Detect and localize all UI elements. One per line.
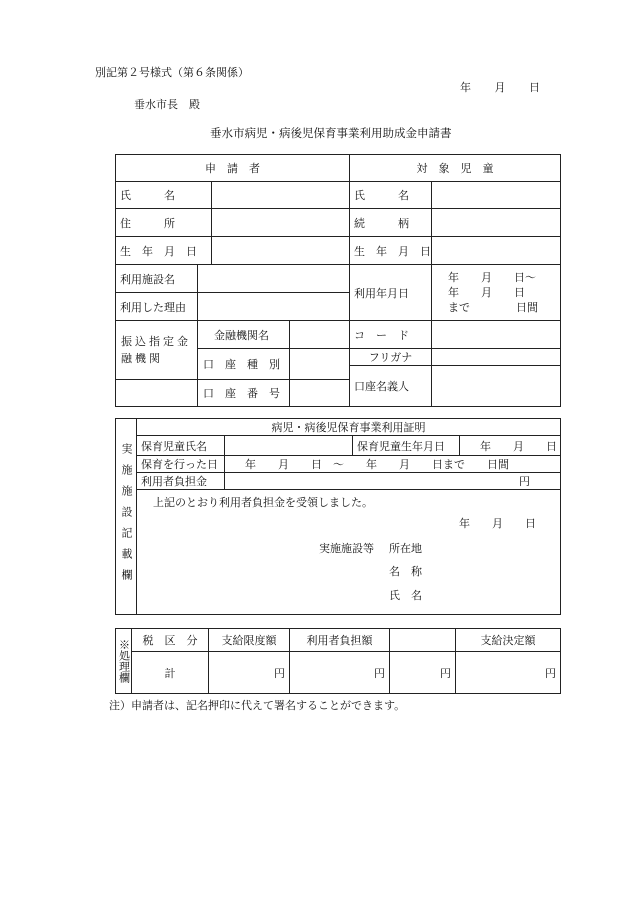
bank-label: 振込指定金融機関 xyxy=(116,321,198,380)
applicant-header: 申 請 者 xyxy=(116,155,350,182)
relation-label: 続 柄 xyxy=(350,209,432,237)
child-birth-label: 生 年 月 日 xyxy=(350,237,432,265)
document-title: 垂水市病児・病後児保育事業利用助成金申請書 xyxy=(210,126,452,140)
applicant-address-field[interactable] xyxy=(212,209,350,237)
facility-label: 利用施設名 xyxy=(116,265,198,293)
burden-field[interactable]: 円 xyxy=(225,473,561,490)
receipt-statement xyxy=(137,490,561,615)
user-burden-label: 利用者負担額 xyxy=(290,629,390,652)
burden-yen[interactable]: 円 xyxy=(290,652,390,694)
care-date-label: 保育を行った日 xyxy=(137,456,225,473)
application-date xyxy=(460,79,544,95)
form-number: 別記第２号様式（第６条関係） xyxy=(95,66,249,79)
bank-name-label: 金融機関名 xyxy=(198,321,290,349)
period-days: まで 日間 xyxy=(448,301,538,314)
relation-field[interactable] xyxy=(432,209,561,237)
addressee: 垂水市長 殿 xyxy=(134,98,200,111)
extra-yen[interactable]: 円 xyxy=(390,652,456,694)
limit-yen[interactable]: 円 xyxy=(209,652,290,694)
period-end: 年 月 日 xyxy=(448,286,525,299)
decided-yen[interactable]: 円 xyxy=(456,652,561,694)
date-year: 年 xyxy=(460,81,471,94)
account-no-field[interactable] xyxy=(290,380,350,407)
applicant-name-label: 氏 名 xyxy=(116,182,212,209)
furigana-label: フリガナ xyxy=(350,349,432,366)
child-birth-field[interactable] xyxy=(432,237,561,265)
code-label: コ ー ド xyxy=(350,321,432,349)
burden-label: 利用者負担金 xyxy=(137,473,225,490)
applicant-name-field[interactable] xyxy=(212,182,350,209)
reason-field[interactable] xyxy=(198,293,350,321)
processing-table xyxy=(115,628,561,694)
holder-field[interactable] xyxy=(432,366,561,407)
child-name-field[interactable] xyxy=(432,182,561,209)
blank-header xyxy=(390,629,456,652)
care-period-field[interactable]: 年 月 日 〜 年 月 日まで 日間 xyxy=(225,456,561,473)
limit-label: 支給限度額 xyxy=(209,629,290,652)
facility-label: 実施施設等 xyxy=(319,542,374,555)
date-day: 日 xyxy=(529,81,540,94)
child-header: 対 象 児 童 xyxy=(350,155,561,182)
code-field[interactable] xyxy=(432,321,561,349)
applicant-birth-field[interactable] xyxy=(212,237,350,265)
applicant-table xyxy=(115,154,561,407)
facility-field[interactable] xyxy=(198,265,350,293)
total-label: 計 xyxy=(132,652,209,694)
receipt-text: 上記のとおり利用者負担金を受領しました。 xyxy=(153,496,373,509)
period-start: 年 月 日〜 xyxy=(448,271,536,284)
bank-name-field[interactable] xyxy=(290,321,350,349)
processing-side-label: ※処理欄 xyxy=(116,629,132,694)
account-no-label: 口 座 番 号 xyxy=(198,380,290,407)
facility-name-label: 名 称 xyxy=(389,565,422,578)
location-label: 所在地 xyxy=(389,542,422,555)
receipt-date[interactable]: 年 月 日 xyxy=(459,517,536,530)
date-month: 月 xyxy=(494,81,506,94)
account-type-label: 口 座 種 別 xyxy=(198,349,290,380)
use-date-label: 利用年月日 xyxy=(350,265,432,321)
use-period[interactable] xyxy=(432,265,561,321)
applicant-address-label: 住 所 xyxy=(116,209,212,237)
reason-label: 利用した理由 xyxy=(116,293,198,321)
cert-child-birth-field[interactable]: 年 月 日 xyxy=(460,436,561,456)
footnote: 注）申請者は、記名押印に代えて署名することができます。 xyxy=(109,699,406,712)
furigana-field[interactable] xyxy=(432,349,561,366)
cert-child-name-label: 保育児童氏名 xyxy=(137,436,225,456)
applicant-birth-label: 生 年 月 日 xyxy=(116,237,212,265)
child-name-label: 氏 名 xyxy=(350,182,432,209)
facility-side-label: 実施施設記載欄 xyxy=(116,419,137,615)
cert-child-name-field[interactable] xyxy=(225,436,353,456)
account-type-field[interactable] xyxy=(290,349,350,380)
decided-label: 支給決定額 xyxy=(456,629,561,652)
tax-label: 税 区 分 xyxy=(132,629,209,652)
facility-table xyxy=(115,418,561,615)
holder-label: 口座名義人 xyxy=(350,366,432,407)
cert-child-birth-label: 保育児童生年月日 xyxy=(353,436,460,456)
person-name-label: 氏 名 xyxy=(389,589,422,602)
certificate-title: 病児・病後児保育事業利用証明 xyxy=(137,419,561,436)
